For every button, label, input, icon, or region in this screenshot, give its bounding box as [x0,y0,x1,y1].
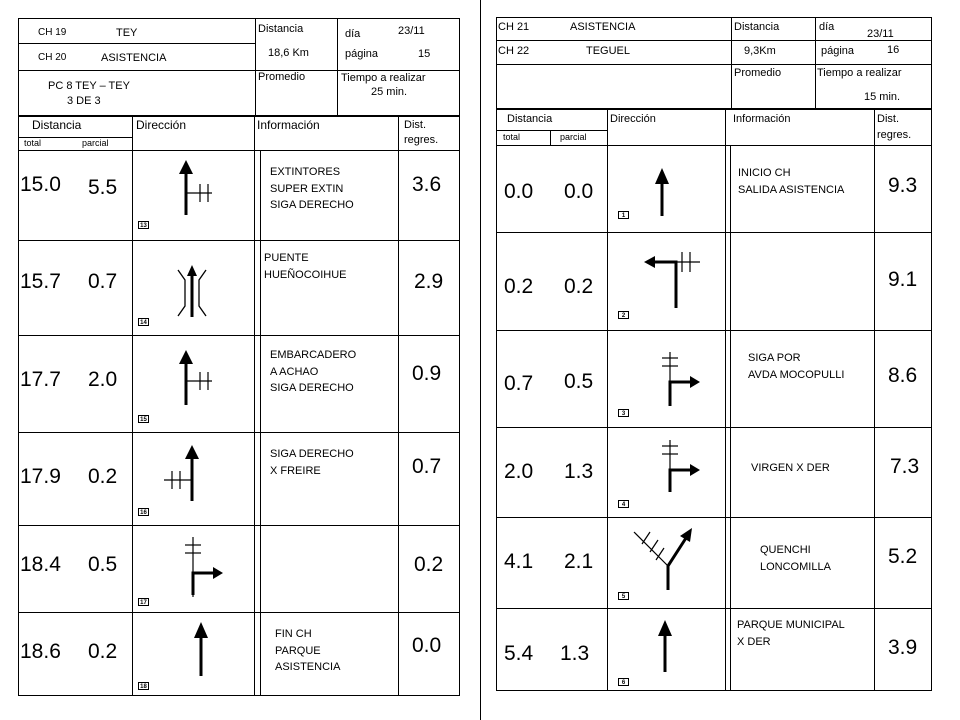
pagina-label: página [345,48,379,60]
col-dist-regres-1: Dist. [404,119,426,131]
total-distance: 17.7 [20,368,61,391]
waypoint-number: 1 [618,211,629,219]
distance-to-go: 0.9 [412,362,442,385]
turn-right-icon [658,352,718,412]
promedio-label: Promedio [734,67,782,79]
info-line: X DER [737,635,771,648]
ch-21-name: ASISTENCIA [570,21,636,33]
ch-22-label: CH 22 [498,45,530,57]
total-distance: 5.4 [504,642,534,665]
waypoint-number: 18 [138,682,149,690]
info-line: SIGA DERECHO [270,199,354,211]
straight-arrow-icon [654,620,678,674]
tiempo-value: 15 min. [864,91,901,103]
info-line: EXTINTORES [270,166,341,178]
promedio-label: Promedio [258,71,306,83]
distancia-value: 9,3Km [744,45,776,57]
right-roadbook-page [480,0,960,720]
total-distance: 0.2 [504,275,534,298]
waypoint-number: 3 [618,409,629,417]
waypoint-info [760,542,831,575]
info-line: SUPER EXTIN [270,182,344,195]
info-line: SIGA DERECHO [270,382,354,394]
tiempo-label: Tiempo a realizar [341,72,426,84]
partial-distance: 1.3 [564,460,594,483]
info-line: HUEÑOCOIHUE [264,268,347,281]
partial-distance: 0.2 [564,275,594,298]
waypoint-info [275,626,340,676]
partial-distance: 0.0 [564,180,594,203]
info-line: SALIDA ASISTENCIA [738,183,845,196]
waypoint-number: 15 [138,415,149,423]
waypoint-number: 14 [138,318,149,326]
total-distance: 15.0 [20,173,61,196]
waypoint-number: 17 [138,598,149,606]
ch-22-name: TEGUEL [586,45,631,57]
info-line: INICIO CH [738,167,791,179]
total-distance: 0.0 [504,180,534,203]
col-dist-regres-2: regres. [877,129,912,141]
waypoint-info [748,350,844,383]
total-distance: 2.0 [504,460,534,483]
partial-distance: 0.5 [88,553,118,576]
ch-20-label: CH 20 [38,52,67,63]
waypoint-number: 16 [138,508,149,516]
pagina-value: 16 [887,44,900,56]
distance-to-go: 0.7 [412,455,442,478]
waypoint-number: 13 [138,221,149,229]
info-line: AVDA MOCOPULLI [748,368,845,381]
pc-line-1: PC 8 TEY – TEY [48,80,130,92]
bear-right-icon [630,526,710,592]
waypoint-number: 2 [618,311,629,319]
col-dist-regres-1: Dist. [877,113,899,125]
left-table-frame [18,116,460,696]
col-dist-regres-2: regres. [404,134,439,146]
distance-to-go: 3.9 [888,636,918,659]
waypoint-number: 4 [618,500,629,508]
pagina-label: página [821,45,855,57]
partial-distance: 1.3 [560,642,590,665]
col-direccion: Dirección [610,113,656,125]
partial-distance: 2.1 [564,550,594,573]
info-line: EMBARCADERO [270,349,357,361]
info-line: PARQUE [275,644,321,657]
col-informacion: Información [733,113,791,125]
ch-21-label: CH 21 [498,21,530,33]
col-informacion: Información [257,118,320,132]
info-line: LONCOMILLA [760,560,831,573]
info-line: X FREIRE [270,464,321,477]
col-distancia: Distancia [507,113,553,125]
tiempo-label: Tiempo a realizar [817,67,902,79]
waypoint-info [751,460,830,477]
ch-19-name: TEY [116,27,138,39]
distance-to-go: 0.2 [414,553,444,576]
partial-distance: 2.0 [88,368,118,391]
total-distance: 4.1 [504,550,534,573]
ch-19-label: CH 19 [38,27,67,38]
straight-arrow-icon [190,622,214,678]
distance-to-go: 2.9 [414,270,444,293]
info-line: QUENCHI [760,544,811,556]
waypoint-info [270,347,356,397]
waypoint-info [264,250,347,283]
distancia-label: Distancia [258,23,304,35]
waypoint-info [738,165,844,198]
turn-left-icon [640,250,700,310]
distance-to-go: 3.6 [412,173,442,196]
dia-label: día [819,21,835,33]
partial-distance: 0.7 [88,270,118,293]
waypoint-info [737,617,845,650]
bridge-icon [170,262,220,322]
tiempo-value: 25 min. [371,86,408,98]
turn-right-icon [658,440,718,500]
ch-20-name: ASISTENCIA [101,52,167,64]
partial-distance: 0.5 [564,370,594,393]
distance-to-go: 9.1 [888,268,918,291]
turn-right-icon [175,537,235,597]
total-distance: 18.6 [20,640,61,663]
col-parcial: parcial [560,132,587,142]
total-distance: 15.7 [20,270,61,293]
pagina-value: 15 [418,48,431,60]
info-line: ASISTENCIA [275,661,341,673]
info-line: VIRGEN X DER [751,462,830,474]
distance-to-go: 8.6 [888,364,918,387]
distancia-value: 18,6 Km [268,47,309,59]
pc-line-2: 3 DE 3 [67,95,101,107]
straight-arrow-icon [651,168,675,218]
partial-distance: 0.2 [88,465,118,488]
straight-with-left-street-icon [160,445,230,505]
col-total: total [24,138,42,148]
straight-with-right-street-icon [160,160,230,220]
info-line: SIGA DERECHO [270,448,354,460]
info-line: PUENTE [264,252,309,264]
partial-distance: 5.5 [88,176,118,199]
col-parcial: parcial [82,138,109,148]
distance-to-go: 5.2 [888,545,918,568]
waypoint-info [270,164,354,214]
info-line: FIN CH [275,628,312,640]
waypoint-number: 5 [618,592,629,600]
distance-to-go: 7.3 [890,455,920,478]
distance-to-go: 0.0 [412,634,442,657]
partial-distance: 0.2 [88,640,118,663]
dia-value: 23/11 [867,28,894,40]
info-line: PARQUE MUNICIPAL [737,619,845,631]
col-distancia: Distancia [32,118,82,132]
info-line: SIGA POR [748,352,801,364]
dia-label: día [345,28,361,40]
total-distance: 0.7 [504,372,534,395]
waypoint-info [270,446,354,479]
straight-with-right-street-icon [160,350,230,410]
distancia-label: Distancia [734,21,780,33]
distance-to-go: 9.3 [888,174,918,197]
col-direccion: Dirección [136,118,187,132]
waypoint-number: 6 [618,678,629,686]
dia-value: 23/11 [398,25,425,37]
total-distance: 18.4 [20,553,61,576]
total-distance: 17.9 [20,465,61,488]
col-total: total [503,132,521,142]
info-line: A ACHAO [270,365,319,378]
